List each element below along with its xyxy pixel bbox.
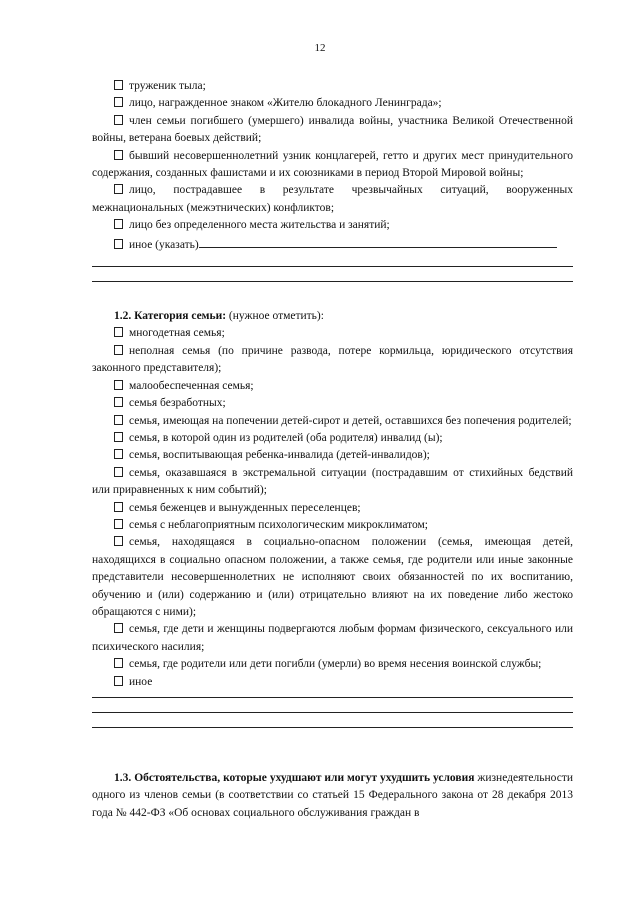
checkbox[interactable] bbox=[114, 345, 123, 355]
list-item: семья, в которой один из родителей (оба родителя) инвалид (ы); bbox=[92, 430, 573, 447]
list-item: неполная семья (по причине развода, потере кормильца, юридического отсутствия законного представителя); bbox=[92, 344, 573, 375]
document-body bbox=[92, 78, 573, 822]
blank-line[interactable] bbox=[92, 266, 573, 267]
checkbox[interactable] bbox=[114, 380, 123, 390]
list-item-other: иное bbox=[92, 674, 573, 691]
checkbox[interactable] bbox=[114, 502, 123, 512]
blank-line[interactable] bbox=[92, 712, 573, 713]
section-1-3-paragraph: 1.3. Обстоятельства, которые ухудшают или могут ухудшить условия жизнедеятельности одного из членов семьи (в соответствии со статьей 15 Федерального закона от 28 декабря 2013 года № 442-ФЗ «Об основах социального обслуживания граждан в bbox=[92, 772, 573, 819]
checkbox[interactable] bbox=[114, 397, 123, 407]
other-input-line[interactable] bbox=[199, 235, 557, 248]
checkbox[interactable] bbox=[114, 327, 123, 337]
checkbox[interactable] bbox=[114, 536, 123, 546]
page-number: 12 bbox=[314, 42, 326, 54]
checkbox[interactable] bbox=[114, 676, 123, 686]
list-item: семья с неблагоприятным психологическим микроклиматом; bbox=[92, 517, 573, 534]
checkbox[interactable] bbox=[114, 239, 123, 249]
checkbox[interactable] bbox=[114, 623, 123, 633]
section-1-2-heading: 1.2. Категория семьи: (нужное отметить): bbox=[114, 310, 324, 323]
list-item: семья, оказавшаяся в экстремальной ситуации (пострадавшим от стихийных бедствий или приравненных к ним событий); bbox=[92, 466, 573, 497]
section-1-2-list bbox=[92, 325, 573, 728]
blank-line[interactable] bbox=[92, 281, 573, 282]
checkbox[interactable] bbox=[114, 184, 123, 194]
checkbox[interactable] bbox=[114, 449, 123, 459]
blank-line[interactable] bbox=[92, 697, 573, 698]
blank-line[interactable] bbox=[92, 727, 573, 728]
list-item: семья, имеющая на попечении детей-сирот и детей, оставшихся без попечения родителей; bbox=[92, 413, 573, 430]
list-item: семья безработных; bbox=[92, 395, 573, 412]
list-item-other: иное (указать) bbox=[92, 235, 573, 254]
checkbox[interactable] bbox=[114, 415, 123, 425]
list-item: многодетная семья; bbox=[92, 325, 573, 342]
checkbox[interactable] bbox=[114, 432, 123, 442]
list-item: лицо, пострадавшее в результате чрезвычайных ситуаций, вооруженных межнациональных (межэтнических) конфликтов; bbox=[92, 184, 573, 214]
list-item: лицо без определенного места жительства и занятий; bbox=[92, 217, 573, 234]
checkbox[interactable] bbox=[114, 80, 123, 90]
list-item: семья, воспитывающая ребенка-инвалида (детей-инвалидов); bbox=[92, 447, 573, 464]
list-item: лицо, награжденное знаком «Жителю блокадного Ленинграда»; bbox=[92, 95, 573, 112]
checkbox[interactable] bbox=[114, 658, 123, 668]
checkbox[interactable] bbox=[114, 150, 123, 160]
list-item: семья, находящаяся в социально-опасном положении (семья, имеющая детей, находящихся в социально опасном положении, а также семья, где родители или иные законные представители несовершеннолетних не исполняют своих обязанностей по их воспитанию, обучению и (или) содержанию и (или) отрицательно влияют на их поведение либо жестоко обращаются с ними); bbox=[92, 536, 573, 618]
checkbox[interactable] bbox=[114, 219, 123, 229]
list-item: семья беженцев и вынужденных переселенцев; bbox=[92, 500, 573, 517]
list-item: малообеспеченная семья; bbox=[92, 378, 573, 395]
section-1-1-list bbox=[92, 78, 573, 282]
list-item: бывший несовершеннолетний узник концлагерей, гетто и других мест принудительного содержания, созданных фашистами и их союзниками в период Второй Мировой войны; bbox=[92, 149, 573, 180]
checkbox[interactable] bbox=[114, 467, 123, 477]
list-item: семья, где дети и женщины подвергаются любым формам физического, сексуального или психического насилия; bbox=[92, 623, 573, 653]
checkbox[interactable] bbox=[114, 115, 123, 125]
list-item: труженик тыла; bbox=[92, 78, 573, 95]
list-item: семья, где родители или дети погибли (умерли) во время несения воинской службы; bbox=[92, 656, 573, 673]
checkbox[interactable] bbox=[114, 519, 123, 529]
list-item: член семьи погибшего (умершего) инвалида войны, участника Великой Отечественной войны, ветерана боевых действий; bbox=[92, 114, 573, 145]
checkbox[interactable] bbox=[114, 97, 123, 107]
